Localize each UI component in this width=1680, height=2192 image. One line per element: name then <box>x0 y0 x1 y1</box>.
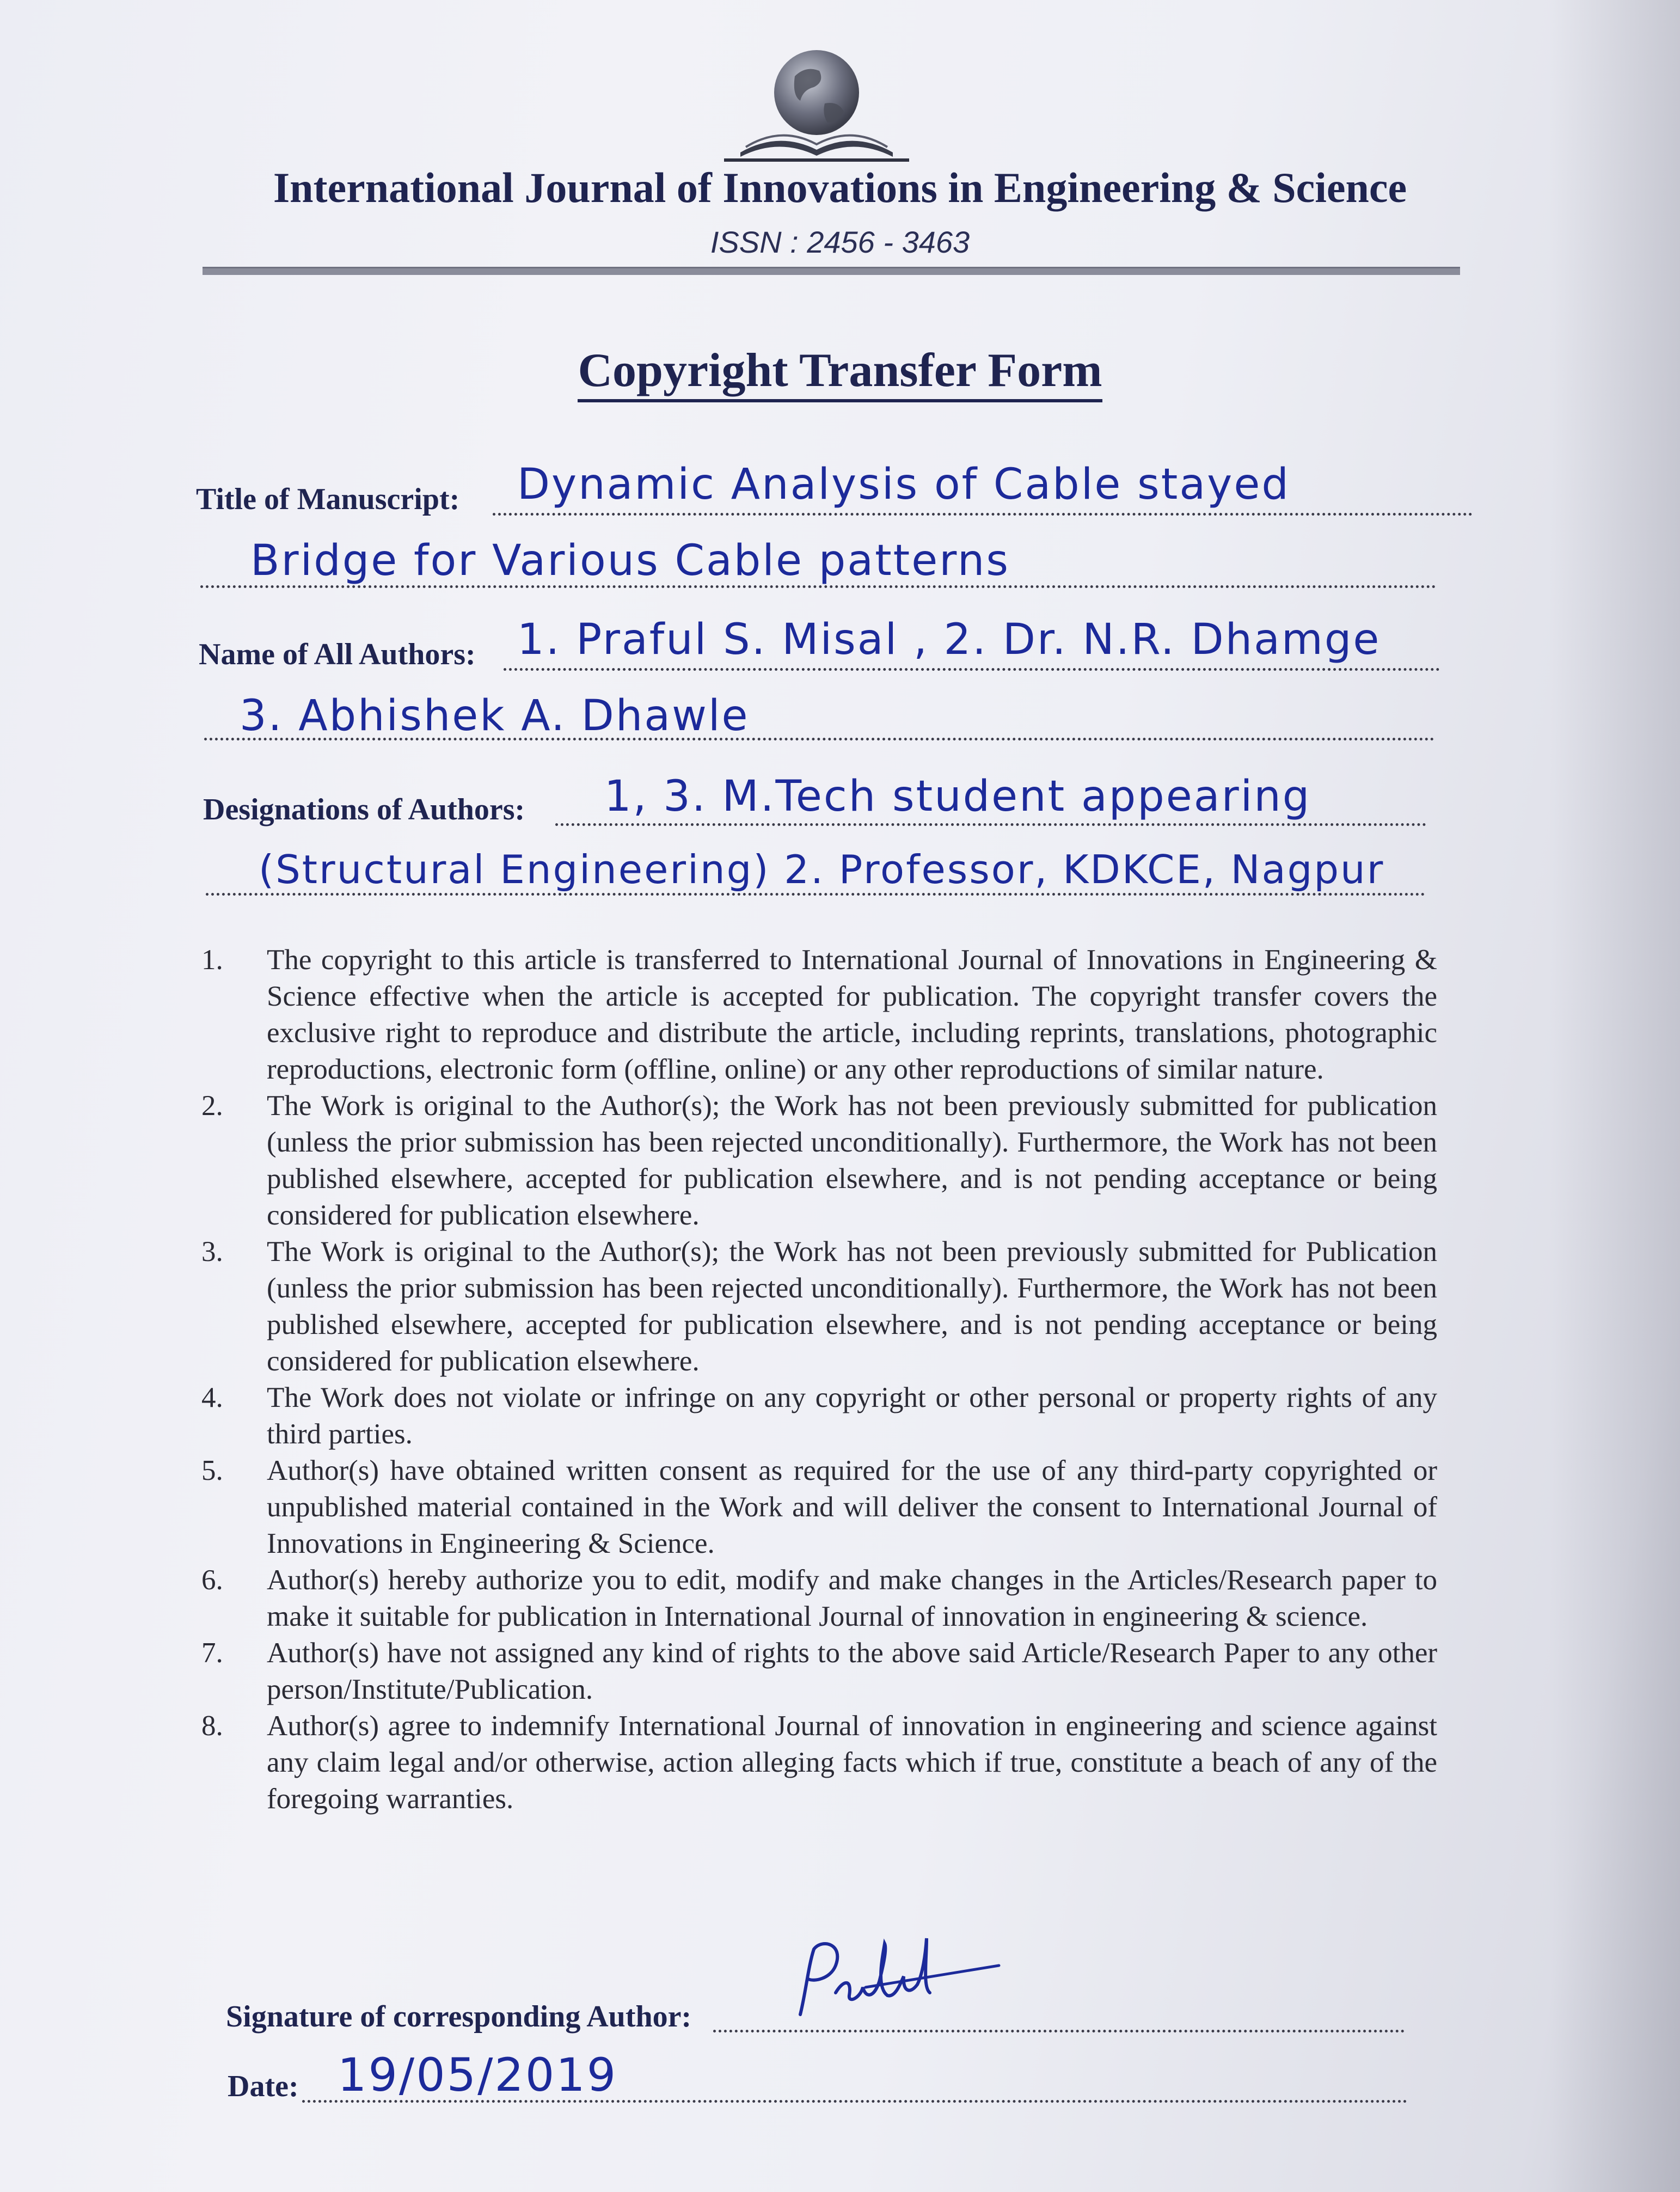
form-title-text: Copyright Transfer Form <box>578 344 1102 402</box>
designations-value-line-1[interactable]: 1, 3. M.Tech student appearing <box>604 772 1311 821</box>
clause-text: Author(s) agree to indemnify International Journal of innovation in engineering and science against any claim legal and/or otherwise, action alleging facts which if true, constitute a beach of any of the foregoing warranties. <box>267 1710 1437 1815</box>
clause-number: 3. <box>201 1236 223 1268</box>
manuscript-line-1-dots <box>493 513 1473 516</box>
authors-label: Name of All Authors: <box>199 638 476 671</box>
date-label: Date: <box>228 2069 299 2103</box>
clause-item <box>201 942 1437 1088</box>
designations-label: Designations of Authors: <box>203 793 525 826</box>
signature-image[interactable] <box>784 1927 1013 2036</box>
clause-item <box>201 1562 1437 1635</box>
clause-number: 8. <box>201 1710 223 1742</box>
clause-text: Author(s) hereby authorize you to edit, modify and make changes in the Articles/Research paper to make it suitable for publication in International Journal of innovation in engineering & science. <box>267 1564 1437 1632</box>
clause-text: The Work does not violate or infringe on any copyright or other personal or property rights of any third parties. <box>267 1382 1437 1450</box>
page-shadow <box>1549 0 1680 2192</box>
designations-line-2-dots <box>206 893 1425 896</box>
clause-item <box>201 1380 1437 1453</box>
clause-text: Author(s) have not assigned any kind of rights to the above said Article/Research Paper to any other person/Institute/Publication. <box>267 1637 1437 1705</box>
authors-value-line-1[interactable]: 1. Praful S. Misal , 2. Dr. N.R. Dhamge <box>517 615 1381 664</box>
signature-label: Signature of corresponding Author: <box>226 2000 692 2034</box>
clause-text: The copyright to this article is transferred to International Journal of Innovations in Engineering & Science effective when the article is accepted for publication. The copyright transfer covers the exclusive right to reproduce and distribute the article, including reprints, translations, photographic reproductions, electronic form (offline, online) or any other reproductions of similar nature. <box>267 944 1437 1085</box>
journal-title: International Journal of Innovations in Engineering & Science <box>273 164 1407 211</box>
header-divider <box>203 267 1460 275</box>
authors-value-line-2[interactable]: 3. Abhishek A. Dhawle <box>240 691 750 740</box>
clause-number: 1. <box>201 944 223 976</box>
clause-number: 7. <box>201 1637 223 1669</box>
manuscript-value-line-1[interactable]: Dynamic Analysis of Cable stayed <box>517 460 1290 509</box>
clause-item <box>201 1088 1437 1234</box>
date-value[interactable]: 19/05/2019 <box>338 2048 618 2102</box>
clauses-list <box>201 942 1437 1817</box>
clause-number: 2. <box>201 1090 223 1122</box>
clause-number: 4. <box>201 1382 223 1413</box>
clause-item <box>201 1708 1437 1817</box>
form-title <box>0 343 1680 398</box>
clause-number: 6. <box>201 1564 223 1596</box>
clause-item <box>201 1453 1437 1562</box>
manuscript-value-line-2[interactable]: Bridge for Various Cable patterns <box>250 536 1010 585</box>
clause-text: The Work is original to the Author(s); the Work has not been previously submitted for Publication (unless the prior submission has been rejected unconditionally). Furthermore, the Work has not been published elsewhere, accepted for publication elsewhere, and is not pending acceptance or being considered for publication elsewhere. <box>267 1236 1437 1377</box>
issn: ISSN : 2456 - 3463 <box>710 225 970 259</box>
clause-item <box>201 1234 1437 1380</box>
clause-number: 5. <box>201 1455 223 1486</box>
designations-value-line-2[interactable]: (Structural Engineering) 2. Professor, KDKCE, Nagpur <box>259 847 1385 892</box>
manuscript-label: Title of Manuscript: <box>196 482 460 516</box>
globe-on-book-icon <box>719 44 915 169</box>
designations-line-1-dots <box>555 823 1426 826</box>
authors-line-1-dots <box>504 668 1440 671</box>
clause-text: Author(s) have obtained written consent as required for the use of any third-party copyrighted or unpublished material contained in the Work and will deliver the consent to International Journal of Innovations in Engineering & Science. <box>267 1455 1437 1559</box>
clause-text: The Work is original to the Author(s); the Work has not been previously submitted for publication (unless the prior submission has been rejected unconditionally). Furthermore, the Work has not been published elsewhere, accepted for publication elsewhere, and is not pending acceptance or being considered for publication elsewhere. <box>267 1090 1437 1231</box>
manuscript-line-2-dots <box>200 585 1436 588</box>
clause-item <box>201 1635 1437 1708</box>
